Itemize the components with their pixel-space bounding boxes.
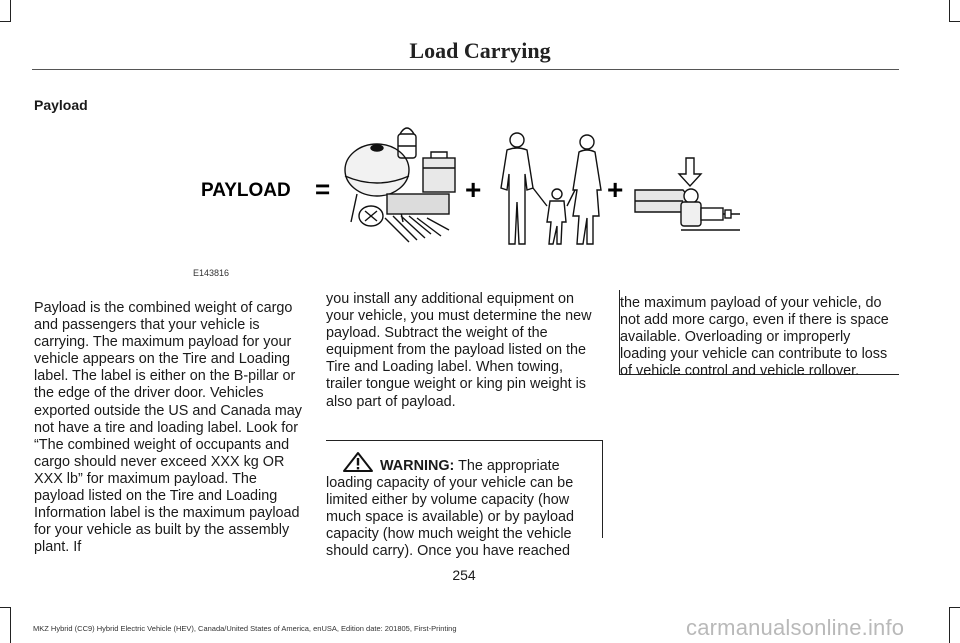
- crop-mark: [949, 0, 950, 22]
- grill-cooler-tools-icon: [345, 128, 455, 242]
- crop-mark: [10, 0, 11, 22]
- payload-label: PAYLOAD: [201, 180, 291, 201]
- equals-sign: =: [315, 174, 331, 204]
- crop-mark: [950, 21, 960, 22]
- warning-top-rule: [326, 440, 603, 441]
- body-text-column-3: the maximum payload of your vehicle, do not add more cargo, even if there is space available. Overloading or improperly loading your vehicle can contribute to loss of vehicle control and vehicle rollover.: [620, 295, 889, 380]
- payload-illustration: [195, 118, 740, 253]
- plus-sign: +: [465, 174, 482, 205]
- page-number: 254: [452, 567, 476, 583]
- footer-text: MKZ Hybrid (CC9) Hybrid Electric Vehicle (HEV), Canada/United States of America, enUSA, Edition date: 201805, First-Printing: [33, 624, 457, 633]
- body-text-column-1: Payload is the combined weight of cargo and passengers that your vehicle is carrying. The maximum payload for your vehicle appears on the Tire and Loading label. The label is either on the B-pillar or the edge of the driver door. Vehicles exported outside the US and Canada may not have a tire and loading label. Look for “The combined weight of occupants and cargo should never exceed XXX kg OR XXX lb” for maximum payload. The payload listed on the Tire and Loading Information label is the maximum payload for your vehicle as built by the assembly plant. If: [34, 300, 302, 556]
- section-heading: Payload: [34, 97, 88, 113]
- warning-label: WARNING:: [380, 458, 455, 474]
- warning-right-rule: [602, 440, 603, 538]
- header-divider: [32, 69, 899, 70]
- warning-icon: [342, 451, 376, 471]
- trailer-hitch-icon: [635, 158, 740, 230]
- figure-id: E143816: [193, 268, 230, 278]
- crop-mark: [0, 607, 10, 608]
- watermark: carmanualsonline.info: [686, 615, 905, 640]
- page-title: Load Carrying: [409, 38, 551, 63]
- body-text-column-2: you install any additional equipment on your vehicle, you must determine the new payload. Subtract the weight of the equipment from the payload listed on the Tire and Loading label. When towing, trailer tongue weight or king pin weight is also part of payload.: [326, 291, 592, 410]
- crop-mark: [0, 21, 10, 22]
- family-icon: [501, 133, 601, 244]
- crop-mark: [949, 607, 950, 643]
- warning-text: The appropriate loading capacity of your vehicle can be limited either by volume capacity (how much space is available) or by payload capacity (how much weight the vehicle should carry). Once you have reached: [326, 458, 574, 560]
- crop-mark: [950, 607, 960, 608]
- warning-box: [326, 451, 602, 561]
- plus-sign: +: [607, 174, 624, 205]
- crop-mark: [10, 607, 11, 643]
